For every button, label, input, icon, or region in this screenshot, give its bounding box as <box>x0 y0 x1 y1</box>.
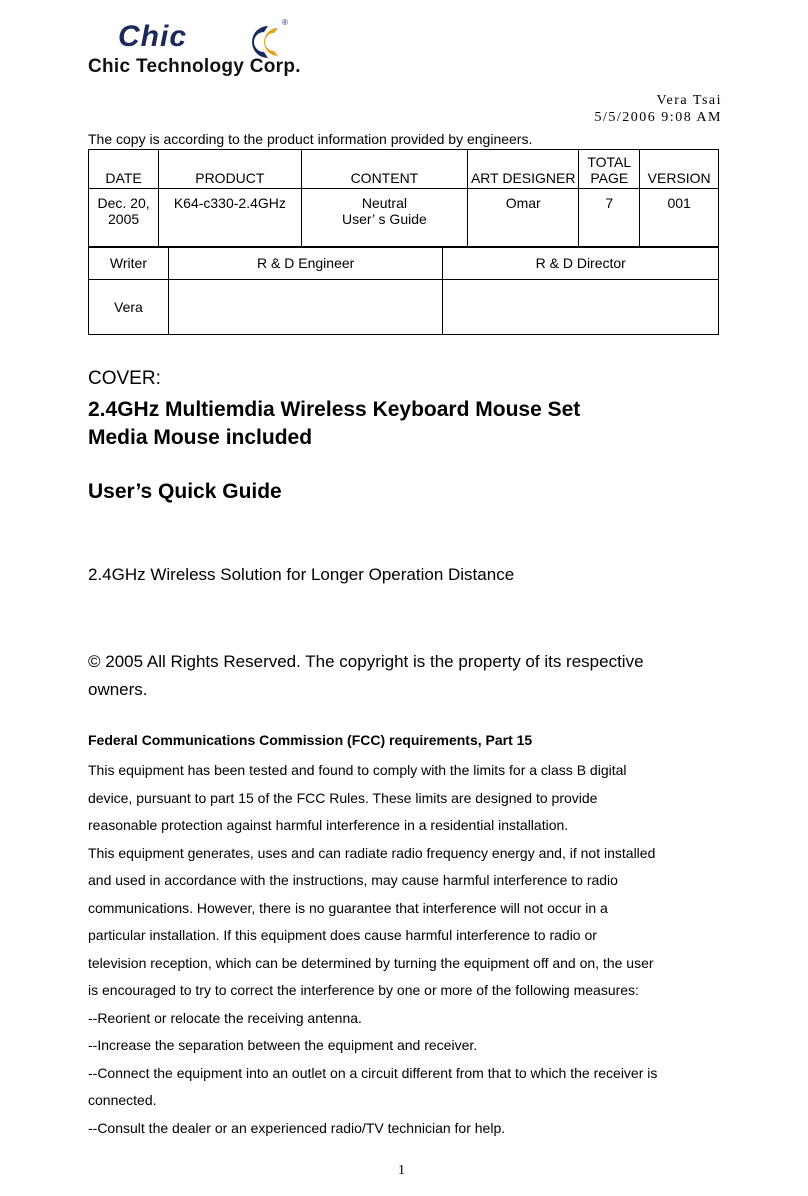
fcc-line: reasonable protection against harmful interference in a residential installation. <box>88 817 569 833</box>
copyright-notice: © 2005 All Rights Reserved. The copyright is the property of its respective owners. <box>88 652 644 699</box>
cell-designer: Omar <box>468 189 579 248</box>
approval-table <box>88 246 719 335</box>
fcc-line: device, pursuant to part 15 of the FCC Rules. These limits are designed to provide <box>88 789 598 806</box>
cell-product: K64-c330-2.4GHz <box>159 189 301 248</box>
col-header-content: CONTENT <box>301 150 468 189</box>
logo-wordmark: Chic <box>118 20 188 53</box>
table-row <box>89 189 719 248</box>
fcc-line: --Increase the separation between the equipment and receiver. <box>88 1037 478 1053</box>
fcc-heading: Federal Communications Commission (FCC) requirements, Part 15 <box>88 732 533 748</box>
fcc-line: and used in accordance with the instructions, may cause harmful interference to radio <box>88 872 618 888</box>
table-header-row <box>89 150 719 189</box>
col-header-date: DATE <box>89 150 159 189</box>
page-number: 1 <box>398 1163 405 1178</box>
col-header-art-designer: ART DESIGNER <box>468 150 579 189</box>
subtitle: 2.4GHz Wireless Solution for Longer Operation Distance <box>88 565 515 584</box>
fcc-line: connected. <box>88 1092 157 1108</box>
fcc-line: This equipment generates, uses and can radiate radio frequency energy and, if not installed <box>88 844 656 861</box>
cell-date: Dec. 20, 2005 <box>89 189 159 248</box>
copy-note: The copy is according to the product information provided by engineers. <box>88 131 533 147</box>
fcc-line: --Reorient or relocate the receiving antenna. <box>88 1009 362 1026</box>
registered-mark: ® <box>282 18 288 27</box>
cover-label: COVER: <box>88 368 161 389</box>
fcc-body <box>88 757 728 1142</box>
fcc-line: particular installation. If this equipment does cause harmful interference to radio or <box>88 927 597 943</box>
cell-rd-director <box>443 280 719 335</box>
fcc-line: communications. However, there is no guarantee that interference will not occur in a <box>88 899 608 916</box>
author-name: Vera Tsai <box>656 93 722 108</box>
fcc-line: This equipment has been tested and found to comply with the limits for a class B digital <box>88 762 627 778</box>
product-info-table <box>88 149 719 248</box>
document-datetime: 5/5/2006 9:08 AM <box>594 110 722 125</box>
cell-version: 001 <box>640 189 719 248</box>
col-header-rd-director: R & D Director <box>443 247 719 280</box>
cell-rd-engineer <box>168 280 443 335</box>
col-header-total-page: TOTAL PAGE <box>579 150 640 189</box>
fcc-line: --Consult the dealer or an experienced radio/TV technician for help. <box>88 1119 506 1136</box>
col-header-version: VERSION <box>640 150 719 189</box>
fcc-line: --Connect the equipment into an outlet on a circuit different from that to which the receiver is <box>88 1064 658 1081</box>
col-header-writer: Writer <box>89 247 169 280</box>
cell-content: Neutral User’ s Guide <box>301 189 468 248</box>
fcc-line: is encouraged to try to correct the interference by one or more of the following measures: <box>88 982 639 998</box>
guide-title: User’s Quick Guide <box>88 480 282 503</box>
company-logo <box>86 16 336 86</box>
cell-pages: 7 <box>579 189 640 248</box>
cell-writer: Vera <box>89 280 169 335</box>
col-header-product: PRODUCT <box>159 150 301 189</box>
fcc-line: television reception, which can be determined by turning the equipment off and on, the user <box>88 954 654 971</box>
col-header-rd-engineer: R & D Engineer <box>168 247 443 280</box>
document-title: 2.4GHz Multiemdia Wireless Keyboard Mouse Set Media Mouse included <box>88 398 581 449</box>
table-row <box>89 280 719 335</box>
table-header-row <box>89 247 719 280</box>
company-name: Chic Technology Corp. <box>88 56 301 77</box>
